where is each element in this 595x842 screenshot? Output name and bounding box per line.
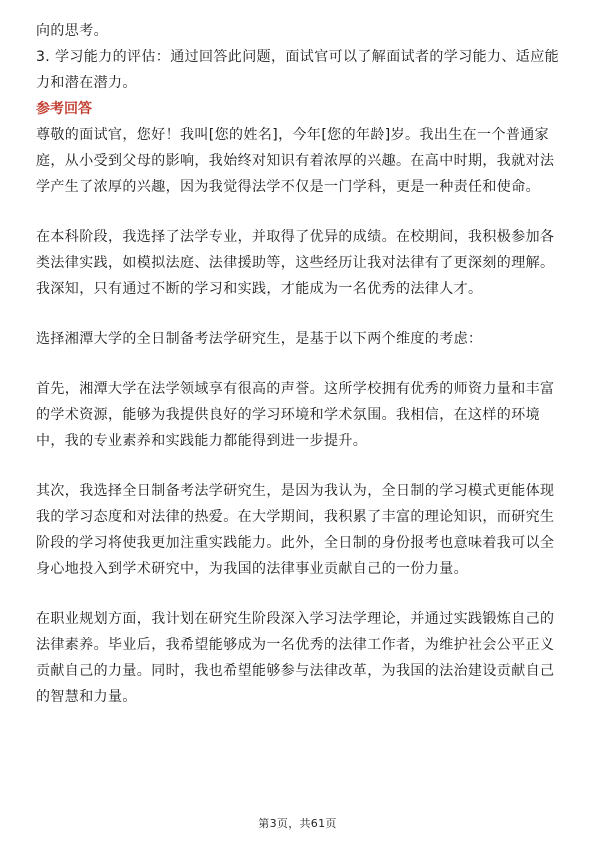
answer-paragraph [36, 606, 560, 710]
paragraph-line: 的智慧和力量。 [36, 689, 137, 705]
paragraph-line: 尊敬的面试官，您好！我叫[您的姓名]，今年[您的年龄]岁。我出生在一个普通家 [36, 127, 550, 143]
page-content [36, 18, 560, 734]
paragraph-line: 其次，我选择全日制备考法学研究生，是因为我认为，全日制的学习模式更能体现 [36, 483, 555, 499]
paragraph-line: 阶段的学习将使我更加注重实践能力。此外，全日制的身份报考也意味着我可以全 [36, 535, 555, 551]
point-3-line: 3. 学习能力的评估：通过回答此问题，面试官可以了解面试者的学习能力、适应能 [36, 49, 560, 65]
intro-line: 向的思考。 [36, 23, 108, 39]
paragraph-line: 我深知，只有通过不断的学习和实践，才能成为一名优秀的法律人才。 [36, 281, 483, 297]
answer-body [36, 122, 560, 710]
paragraph-line: 我的学习态度和对法律的热爱。在大学期间，我积累了丰富的理论知识，而研究生 [36, 509, 555, 525]
paragraph-line: 类法律实践，如模拟法庭、法律援助等，这些经历让我对法律有了更深刻的理解。 [36, 255, 555, 271]
paragraph-line: 贡献自己的力量。同时，我也希望能够参与法律改革，为我国的法治建设贡献自己 [36, 663, 555, 679]
paragraph-line: 庭，从小受到父母的影响，我始终对知识有着浓厚的兴趣。在高中时期，我就对法 [36, 153, 555, 169]
answer-paragraph [36, 376, 560, 454]
paragraph-line: 学产生了浓厚的兴趣，因为我觉得法学不仅是一门学科，更是一种责任和使命。 [36, 179, 540, 195]
page-number-footer: 第3页，共61页 [258, 817, 337, 830]
answer-paragraph [36, 224, 560, 302]
paragraph-line: 在职业规划方面，我计划在研究生阶段深入学习法学理论，并通过实践锻炼自己的 [36, 611, 555, 627]
paragraph-line: 中，我的专业素养和实践能力都能得到进一步提升。 [36, 433, 368, 449]
reference-answer-label: 参考回答 [36, 101, 92, 117]
answer-paragraph [36, 326, 560, 352]
paragraph-line: 身心地投入到学术研究中，为我国的法律事业贡献自己的一份力量。 [36, 561, 468, 577]
paragraph-line: 法律素养。毕业后，我希望能够成为一名优秀的法律工作者，为维护社会公平正义 [36, 637, 555, 653]
answer-paragraph [36, 478, 560, 582]
answer-paragraph [36, 122, 560, 200]
paragraph-line: 首先，湘潭大学在法学领域享有很高的声誉。这所学校拥有优秀的师资力量和丰富 [36, 381, 555, 397]
paragraph-line: 在本科阶段，我选择了法学专业，并取得了优异的成绩。在校期间，我积极参加各 [36, 229, 555, 245]
paragraph-line: 的学术资源，能够为我提供良好的学习环境和学术氛围。我相信，在这样的环境 [36, 407, 540, 423]
paragraph-line: 选择湘潭大学的全日制备考法学研究生，是基于以下两个维度的考虑： [36, 331, 483, 347]
point-3-line: 力和潜在潜力。 [36, 75, 137, 91]
